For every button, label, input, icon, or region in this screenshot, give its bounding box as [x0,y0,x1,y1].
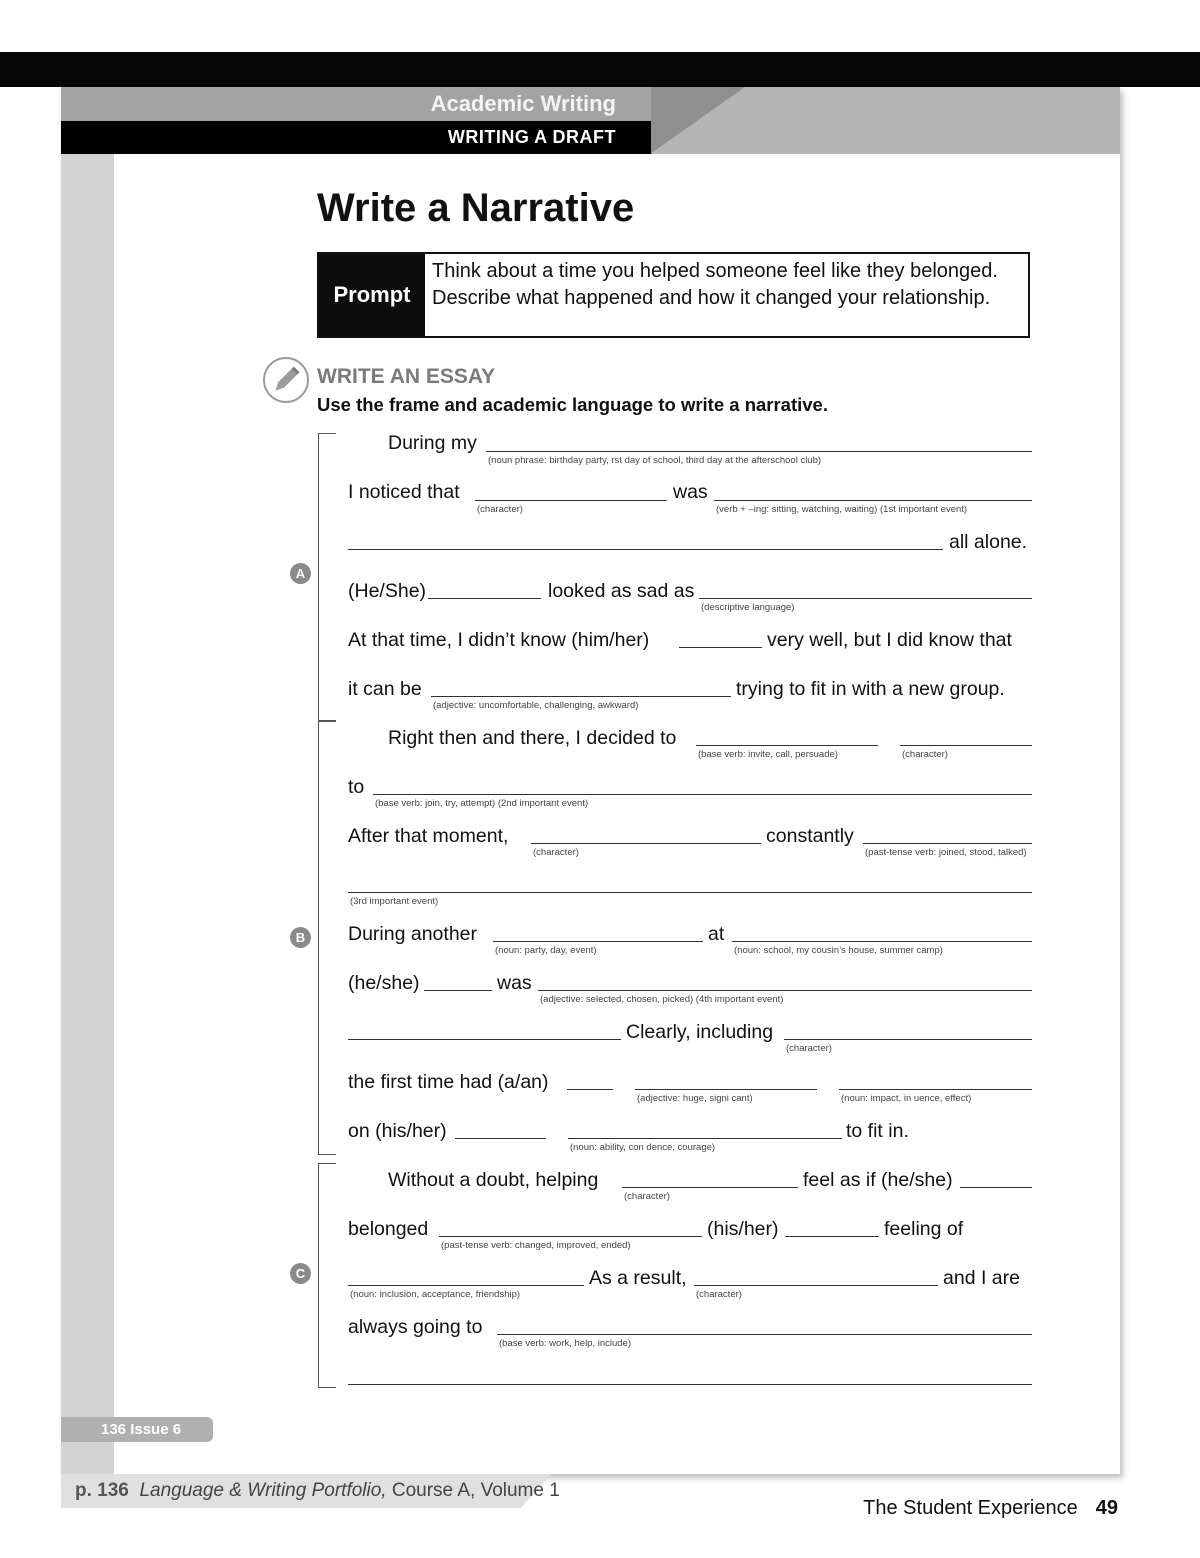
blank-line[interactable] [475,500,667,501]
frame-text: (He/She) [348,580,427,602]
blank-line[interactable] [348,1285,584,1286]
frame-text: feeling of [884,1218,964,1240]
blank-line[interactable] [635,1089,817,1090]
blank-line[interactable] [622,1187,798,1188]
prompt-text: Think about a time you helped someone feel like they belonged. Describe what happened and how it changed your relationship. [432,260,998,309]
blank-hint: (noun: party, day, event) [495,945,597,956]
frame-text: to fit in. [846,1120,909,1142]
left-margin-strip [61,154,114,1474]
page-footer [863,1495,1118,1521]
top-black-bar [0,52,1200,87]
frame-text: was [673,481,708,503]
blank-line[interactable] [424,990,492,991]
frame-text: During my [388,432,477,454]
frame-text: After that moment, [348,825,509,847]
section-c-badge: C [290,1263,311,1284]
blank-hint: (adjective: selected, chosen, picked) (4th important event) [540,994,784,1005]
frame-text: at [708,923,725,945]
frame-text: to [348,776,365,798]
blank-hint: (base verb: work, help, include) [499,1338,632,1349]
blank-line[interactable] [486,451,1032,452]
blank-hint: (character) [624,1191,670,1202]
blank-line[interactable] [696,745,878,746]
header-triangle [650,87,745,154]
blank-hint: (past-tense verb: changed, improved, ended) [441,1240,631,1251]
blank-line[interactable] [348,549,943,550]
frame-text: constantly [766,825,854,847]
section-c-bracket [318,1163,336,1388]
page-number: 49 [1095,1497,1118,1519]
section-a-badge: A [290,563,311,584]
blank-hint: (noun: impact, in uence, effect) [841,1093,972,1104]
blank-line[interactable] [714,500,1032,501]
blank-line[interactable] [431,696,731,697]
blank-line[interactable] [960,1187,1032,1188]
frame-text: all alone. [949,531,1028,553]
blank-line[interactable] [348,892,1032,893]
frame-text: belonged [348,1218,429,1240]
frame-text: and I are [943,1267,1020,1289]
footer-section-label: The Student Experience [863,1497,1078,1519]
frame-text: During another [348,923,477,945]
blank-hint: (base verb: invite, call, persuade) [698,749,838,760]
pencil-icon [262,356,310,404]
frame-text: I noticed that [348,481,460,503]
blank-line[interactable] [538,990,1032,991]
blank-hint: (adjective: uncomfortable, challenging, awkward) [433,700,639,711]
blank-line[interactable] [348,1384,1032,1385]
frame-text: At that time, I didn’t know (him/her) [348,629,650,651]
frame-text: Right then and there, I decided to [388,727,677,749]
section-b-badge: B [290,927,311,948]
frame-text: was [497,972,532,994]
blank-line[interactable] [428,598,541,599]
frame-text: the first time had (a/an) [348,1071,549,1093]
credit-title: Language & Writing Portfolio, [139,1480,387,1501]
blank-line[interactable] [567,1089,613,1090]
blank-line[interactable] [497,1334,1032,1335]
blank-hint: (adjective: huge, signi cant) [637,1093,753,1104]
blank-hint: (character) [533,847,579,858]
frame-text: trying to fit in with a new group. [736,678,1005,700]
blank-hint: (character) [786,1043,832,1054]
blank-line[interactable] [900,745,1032,746]
prompt-label: Prompt [319,254,425,336]
section-a-bracket [318,433,336,721]
blank-line[interactable] [493,941,703,942]
frame-text: it can be [348,678,422,700]
blank-hint: (character) [477,504,523,515]
blank-hint: (3rd important event) [350,896,439,907]
blank-line[interactable] [373,794,1032,795]
blank-line[interactable] [694,1285,938,1286]
frame-text: Clearly, including [626,1021,774,1043]
blank-line[interactable] [784,1039,1032,1040]
frame-text: Without a doubt, helping [388,1169,599,1191]
blank-line[interactable] [531,843,761,844]
issue-tab: 136 Issue 6 [61,1417,213,1442]
blank-hint: (character) [902,749,948,760]
blank-line[interactable] [348,1039,621,1040]
blank-hint: (base verb: join, try, attempt) (2nd important event) [375,798,589,809]
credit-rest: Course A, Volume 1 [391,1480,560,1501]
blank-line[interactable] [863,843,1032,844]
frame-text: looked as sad as [548,580,695,602]
blank-line[interactable] [679,647,762,648]
blank-line[interactable] [699,598,1032,599]
blank-line[interactable] [839,1089,1032,1090]
prompt-box [317,252,1030,338]
instructions: Use the frame and academic language to write a narrative. [317,394,828,415]
blank-hint: (noun: inclusion, acceptance, friendship) [350,1289,521,1300]
frame-text: feel as if (he/she) [803,1169,953,1191]
blank-hint: (character) [696,1289,742,1300]
frame-text: on (his/her) [348,1120,447,1142]
blank-line[interactable] [732,941,1032,942]
blank-hint: (noun phrase: birthday party, rst day of school, third day at the afterschool club) [488,455,822,466]
blank-line[interactable] [785,1236,879,1237]
page-title: Write a Narrative [317,186,635,230]
blank-line[interactable] [568,1138,842,1139]
frame-text: (his/her) [707,1218,779,1240]
blank-hint: (descriptive language) [701,602,795,613]
frame-text: always going to [348,1316,483,1338]
section-b-bracket [318,721,336,1155]
blank-hint: (past-tense verb: joined, stood, talked) [865,847,1027,858]
blank-hint: (noun: school, my cousin’s house, summer camp) [734,945,943,956]
frame-text: (he/she) [348,972,420,994]
blank-hint: (verb + –ing: sitting, watching, waiting) (1st important event) [716,504,968,515]
header-subtitle: WRITING A DRAFT [61,121,651,154]
blank-hint: (noun: ability, con dence, courage) [570,1142,716,1153]
credit-page: p. 136 [75,1480,129,1501]
blank-line[interactable] [439,1236,702,1237]
header-title: Academic Writing [61,87,651,121]
blank-line[interactable] [455,1138,546,1139]
section-heading: WRITE AN ESSAY [317,365,496,388]
frame-text: very well, but I did know that [767,629,1012,651]
credit-line [75,1478,560,1504]
frame-text: As a result, [589,1267,687,1289]
